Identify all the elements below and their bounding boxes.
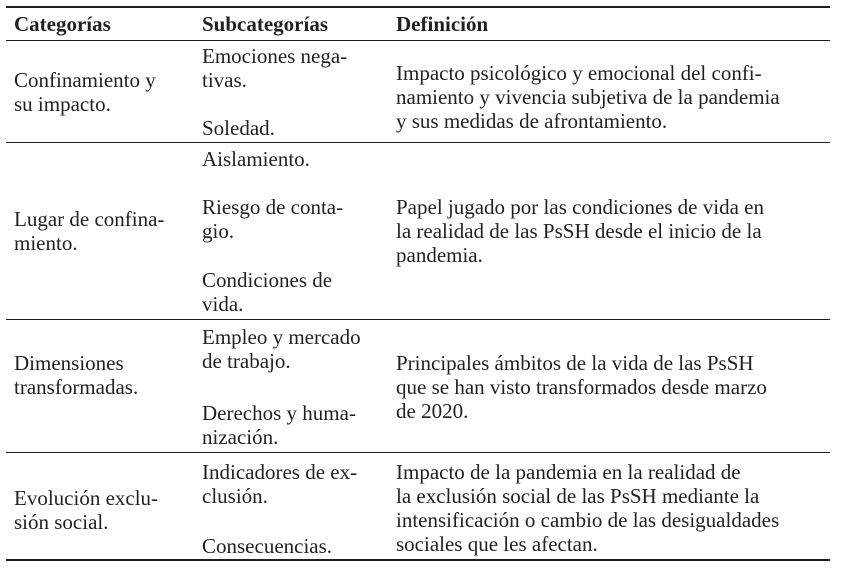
definicion-line: de 2020. xyxy=(396,399,469,423)
subcategoria-line: Condiciones de xyxy=(202,268,333,292)
categoria-line: Confinamiento y xyxy=(14,68,156,92)
subcategoria-line: tivas. xyxy=(202,68,247,92)
definicion-line: la realidad de las PsSH desde el inicio de la xyxy=(396,219,762,243)
header-categorias: Categorías xyxy=(14,12,111,36)
subcategoria-line: nización. xyxy=(202,425,279,449)
categoria-line: miento. xyxy=(14,231,78,255)
definicion-line: Principales ámbitos de la vida de las PsSH xyxy=(396,351,754,375)
subcategoria-line: vida. xyxy=(202,292,244,316)
header-subcategorias: Subcategorías xyxy=(202,12,328,36)
definicion-line: sociales que les afectan. xyxy=(396,532,598,556)
row-divider xyxy=(6,319,830,320)
categoria-line: sión social. xyxy=(14,510,109,534)
categoria-line: Lugar de confina- xyxy=(14,207,165,231)
subcategoria-line: gio. xyxy=(202,219,235,243)
definicion-line: Impacto psicológico y emocional del confi- xyxy=(396,61,762,85)
subcategoria-line: Empleo y mercado xyxy=(202,325,361,349)
definicion-line: la exclusión social de las PsSH mediante la xyxy=(396,484,760,508)
subcategoria-line: clusión. xyxy=(202,484,268,508)
subcategoria-line: Derechos y huma- xyxy=(202,401,356,425)
subcategoria-line: Emociones nega- xyxy=(202,44,348,68)
definicion-line: pandemia. xyxy=(396,243,483,267)
definicion-line: Impacto de la pandemia en la realidad de xyxy=(396,460,741,484)
header-definicion: Definición xyxy=(396,12,489,36)
categoria-line: transformadas. xyxy=(14,375,139,399)
subcategoria-line: Riesgo de conta- xyxy=(202,195,344,219)
subcategoria-line: Consecuencias. xyxy=(202,534,333,558)
definicion-line: namiento y vivencia subjetiva de la pandemia xyxy=(396,85,780,109)
row-divider xyxy=(6,452,830,453)
subcategoria-line: de trabajo. xyxy=(202,349,291,373)
table-top-rule xyxy=(6,6,830,8)
subcategoria-line: Soledad. xyxy=(202,116,275,140)
categoria-line: Evolución exclu- xyxy=(14,486,159,510)
definicion-line: y sus medidas de afrontamiento. xyxy=(396,109,668,133)
table-bottom-rule xyxy=(6,559,830,561)
definicion-line: intensificación o cambio de las desigualdades xyxy=(396,508,780,532)
subcategoria-line: Indicadores de ex- xyxy=(202,460,358,484)
row-divider xyxy=(6,142,830,143)
header-rule xyxy=(6,40,830,41)
definicion-line: que se han visto transformados desde marzo xyxy=(396,375,767,399)
categoria-line: Dimensiones xyxy=(14,351,124,375)
subcategoria-line: Aislamiento. xyxy=(202,147,310,171)
categoria-line: su impacto. xyxy=(14,92,111,116)
definicion-line: Papel jugado por las condiciones de vida en xyxy=(396,195,764,219)
